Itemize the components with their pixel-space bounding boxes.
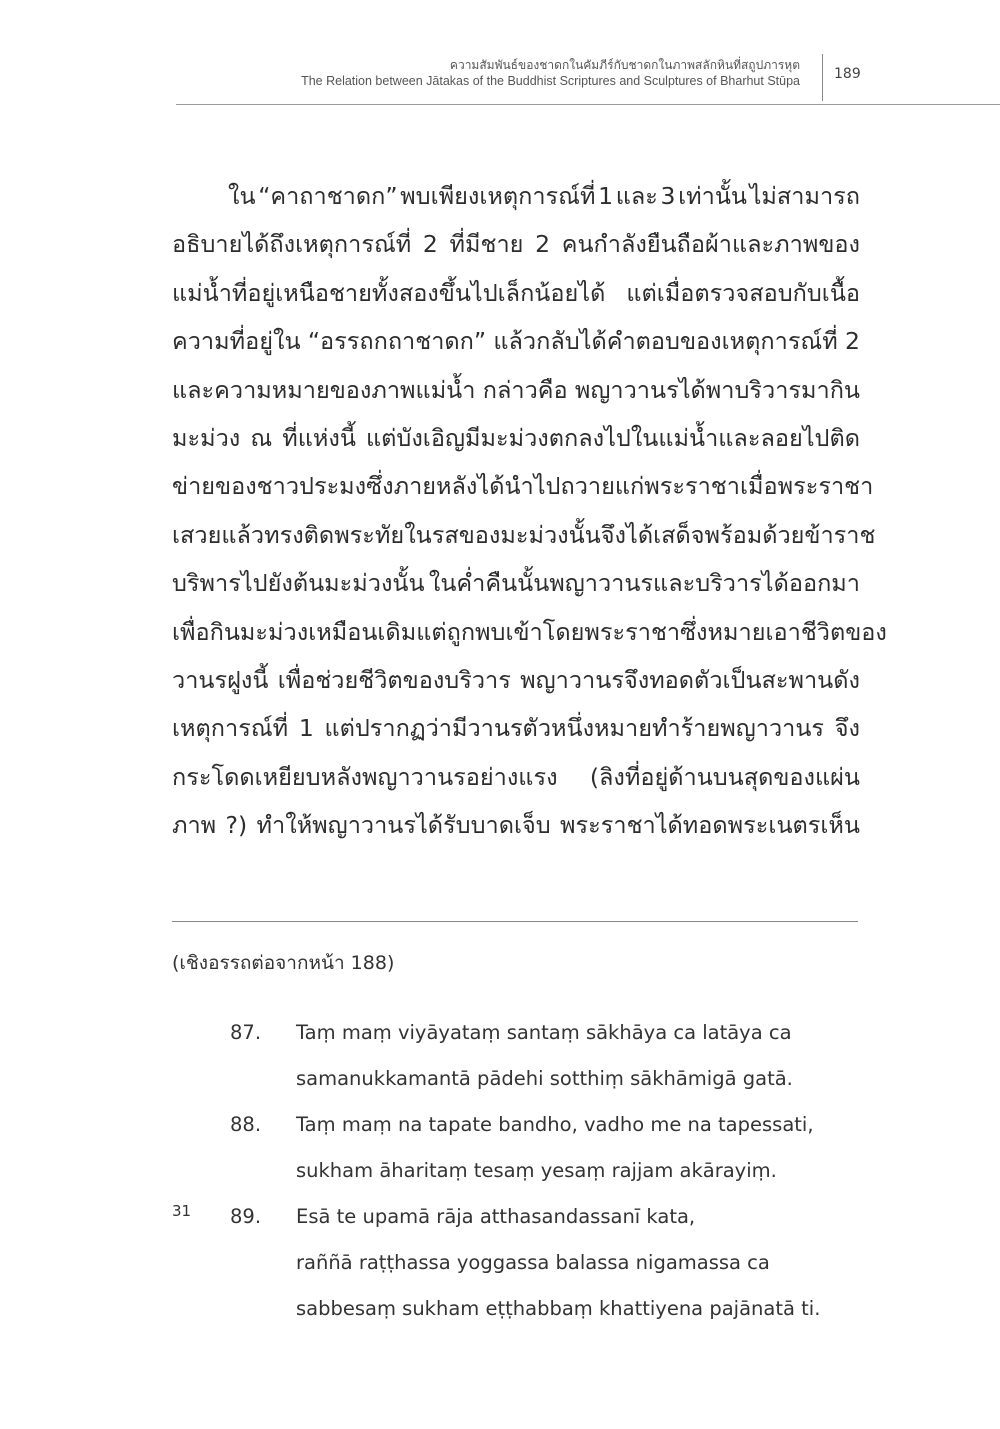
body-word: แล้วกลับได้คำตอบของเหตุการณ์ที่ [493, 327, 838, 356]
body-word: จึงได้เสด็จพร้อมด้วยข้าราช [600, 520, 876, 549]
body-word: ที่แห่งนี้ [282, 423, 356, 452]
footnote-verse [172, 1010, 872, 1102]
header-titles [301, 58, 800, 89]
body-word: แต่ปรากฏว่ามีวานรตัวหนึ่งหมายทำร้ายพญาวานร [324, 714, 825, 743]
body-line [172, 317, 860, 365]
body-word: 1 [598, 182, 614, 210]
body-word: พญาวานรจึงทอดตัวเป็นสะพานดัง [520, 665, 860, 694]
body-word: 1 [298, 714, 314, 743]
body-word: ณ [250, 423, 273, 452]
running-header [0, 0, 1000, 106]
body-word: ?) [225, 811, 248, 840]
body-word: 2 [845, 327, 860, 356]
body-word: “คาถาชาดก” [258, 182, 398, 210]
body-word: (ลิงที่อยู่ด้านบนสุดของแผ่น [589, 762, 860, 791]
verse-text: Taṃ maṃ viyāyataṃ santaṃ sākhāya ca latāya ca [296, 1021, 792, 1044]
body-word: 2 [422, 230, 438, 259]
verse-line [172, 1056, 872, 1102]
footnote-continued-label: (เชิงอรรถต่อจากหน้า 188) [172, 952, 395, 974]
body-word: ทำให้พญาวานรได้รับบาดเจ็บ [256, 811, 551, 840]
body-word: ข่ายของชาวประมง [172, 472, 367, 501]
page-number: 189 [834, 66, 861, 82]
verse-line [172, 1010, 872, 1056]
verse-number: 89. [230, 1205, 262, 1228]
body-word: เมื่อพระราชา [739, 472, 874, 501]
header-rule [176, 104, 1000, 105]
body-word: แต่บังเอิญมีมะม่วงตกลงไปในแม่น้ำและลอยไปติด [366, 423, 860, 452]
verse-line [172, 1286, 872, 1332]
verse-text: samanukkamantā pādehi sotthiṃ sākhāmigā gatā. [296, 1067, 793, 1090]
verse-text: sabbesaṃ sukham eṭṭhabbaṃ khattiyena pajānatā ti. [296, 1297, 821, 1320]
body-word: คนกำลังยืนถือผ้าและภาพของ [561, 230, 860, 259]
verse-text: Esā te upamā rāja atthasandassanī kata, [296, 1205, 696, 1228]
footnote-separator [172, 921, 858, 922]
body-line [172, 608, 887, 656]
body-line [172, 366, 860, 414]
body-word: มะม่วง [172, 423, 241, 452]
body-word: ซึ่งภายหลังได้นำไปถวายแก่พระราชา [366, 472, 740, 501]
body-word: ในค่ำคืนนั้นพญาวานรและบริวารได้ออกมา [428, 569, 860, 598]
footnote-verse [172, 1194, 872, 1332]
header-divider [822, 54, 823, 101]
body-word: “อรรถกถาชาดก” [307, 327, 487, 356]
body-word: ภาพ [172, 811, 217, 840]
body-word: แต่เมื่อตรวจสอบกับเนื้อ [626, 278, 860, 307]
body-line [172, 753, 860, 801]
body-word: บริพารไปยังต้นมะม่วงนั้น [172, 569, 425, 598]
verse-line [172, 1194, 872, 1240]
body-word: เสวยแล้วทรงติดพระทัยในรสของมะม่วงนั้น [172, 520, 601, 549]
body-word: อธิบายได้ถึงเหตุการณ์ที่ [172, 230, 412, 259]
verse-number: 88. [230, 1113, 262, 1136]
body-word: 2 [535, 230, 551, 259]
body-word: และ [615, 182, 658, 210]
body-line [172, 559, 860, 607]
header-title-thai: ความสัมพันธ์ของชาดกในคัมภีร์กับชาดกในภาพสลักหินที่สถูปภารหุต [449, 58, 800, 72]
body-word: พญาวานรได้พาบริวารมากิน [574, 375, 860, 404]
body-word: พระราชาได้ทอดพระเนตรเห็น [560, 811, 860, 840]
body-line [172, 172, 860, 220]
verse-line [172, 1148, 872, 1194]
body-paragraph [172, 172, 887, 849]
body-word: วานรฝูงนี้ [172, 665, 269, 694]
body-word: เพื่อช่วยชีวิตของบริวาร [277, 665, 511, 694]
body-word: แต่ถูกพบเข้าโดยพระราชาซึ่งหมายเอาชีวิตของ [416, 617, 887, 646]
body-word: กระโดดเหยียบหลังพญาวานรอย่างแรง [172, 762, 558, 791]
body-word: เท่านั้น [678, 182, 747, 210]
body-word: ที่มีชาย [449, 230, 524, 259]
verse-text: raññā raṭṭhassa yoggassa balassa nigamassa ca [296, 1251, 770, 1274]
verse-text: sukham āharitaṃ tesaṃ yesaṃ rajjam akārayiṃ. [296, 1159, 777, 1182]
footnote-verse [172, 1102, 872, 1194]
body-word: แม่น้ำที่อยู่เหนือชายทั้งสองขึ้นไปเล็กน้อยได้ [172, 278, 606, 307]
body-line [172, 414, 860, 462]
body-word: จึง [834, 714, 860, 743]
body-word: ความที่อยู่ใน [172, 327, 301, 356]
body-word: พบเพียงเหตุการณ์ที่ [400, 182, 596, 210]
body-line [172, 220, 860, 268]
verse-number: 87. [230, 1021, 262, 1044]
body-word: ไม่สามารถ [749, 182, 860, 210]
body-word: และความหมายของภาพแม่น้ำ [172, 375, 476, 404]
verse-text: Taṃ maṃ na tapate bandho, vadho me na tapessati, [296, 1113, 814, 1136]
body-word: กล่าวคือ [482, 375, 568, 404]
body-line [172, 656, 860, 704]
body-word: เพื่อกินมะม่วงเหมือนเดิม [172, 617, 417, 646]
verse-line [172, 1240, 872, 1286]
footnote-verses [172, 1010, 872, 1332]
body-word: เหตุการณ์ที่ [172, 714, 289, 743]
body-line [172, 704, 860, 752]
body-word: 3 [660, 182, 676, 210]
footnote-marker: 31 [172, 1202, 192, 1220]
header-title-english: The Relation between Jātakas of the Buddhist Scriptures and Sculptures of Bharhut Stūpa [301, 74, 800, 88]
body-line [172, 801, 860, 849]
body-line [172, 269, 860, 317]
body-line [172, 511, 876, 559]
verse-line [172, 1102, 872, 1148]
body-line [172, 462, 874, 510]
body-word: ใน [228, 182, 256, 210]
